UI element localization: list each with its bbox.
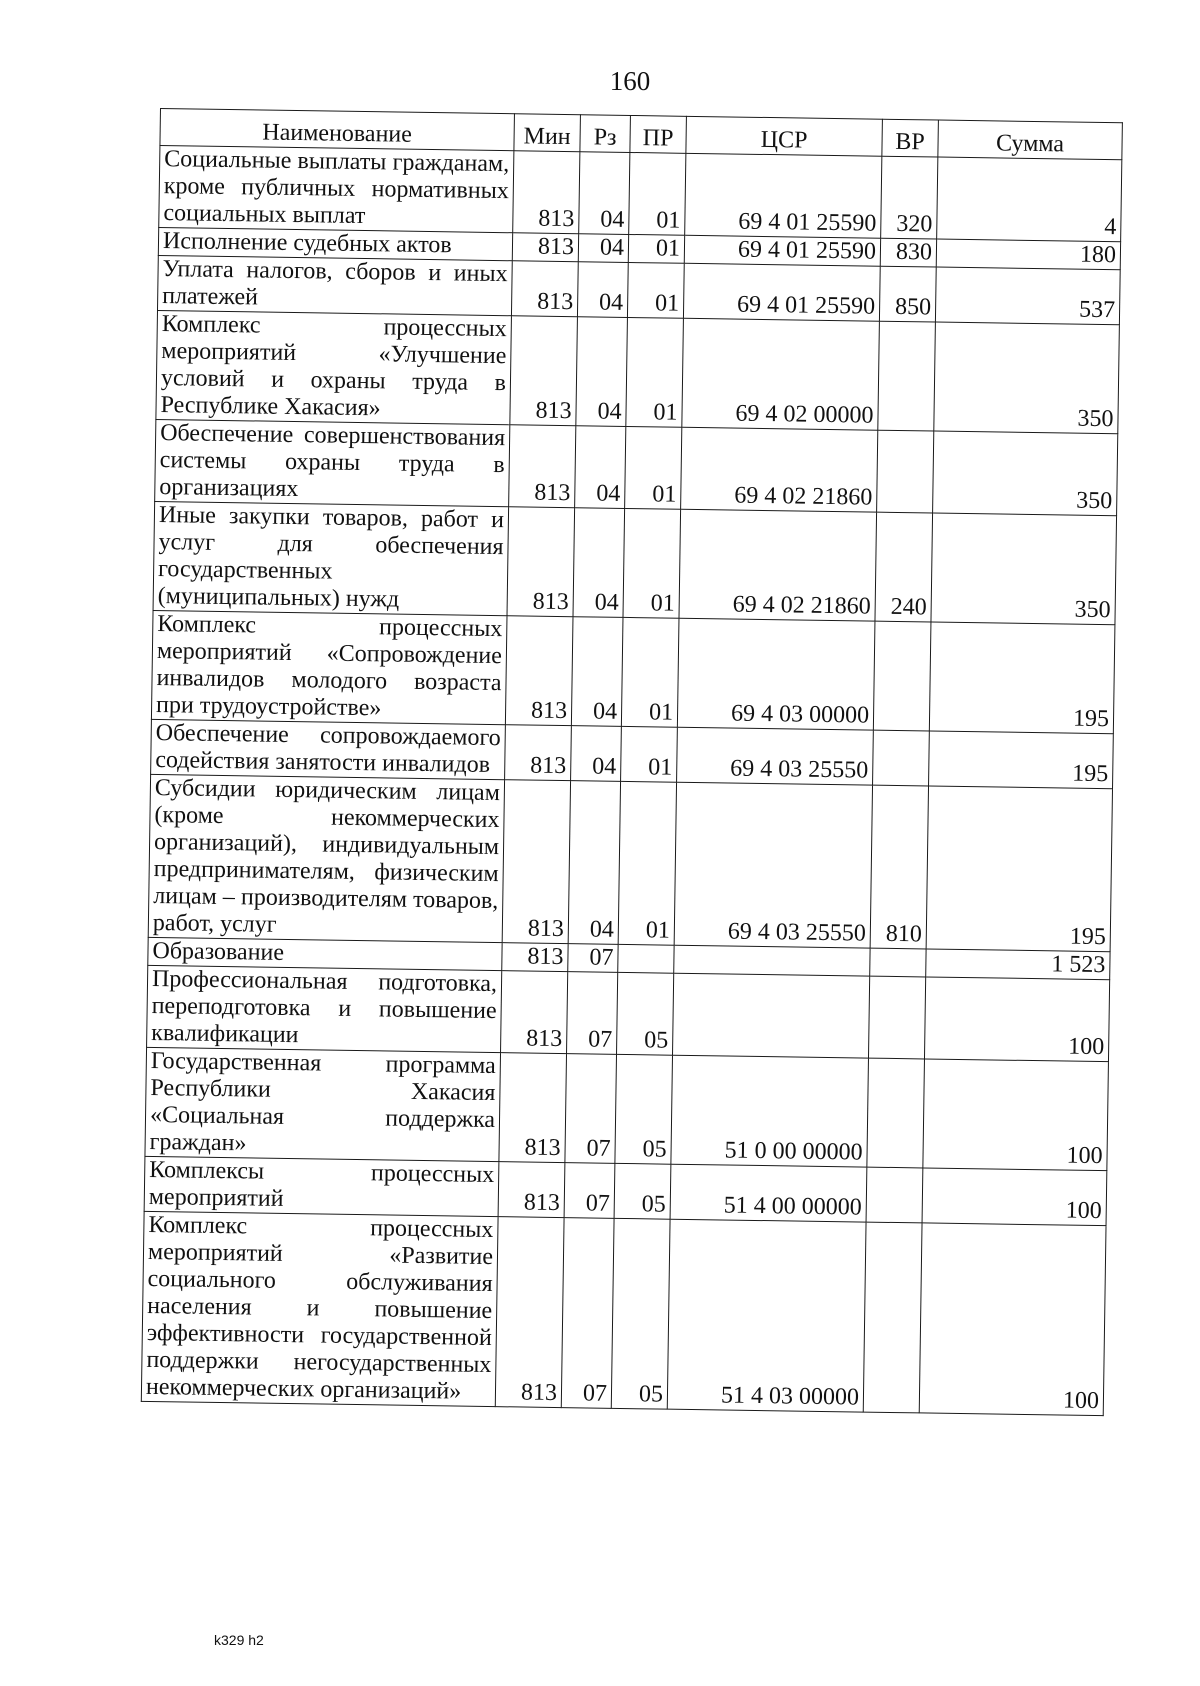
row-name: Обеспечение совершенствования системы охраны труда в организациях [155,419,510,506]
row-vr [868,976,925,1059]
row-min: 813 [507,507,575,617]
row-sum: 100 [924,977,1109,1062]
row-rz: 04 [579,152,630,235]
row-pr: 01 [627,262,684,318]
row-rz: 07 [565,1054,617,1164]
row-min: 813 [512,233,578,262]
row-sum: 100 [923,1059,1109,1171]
row-sum: 350 [933,431,1118,516]
row-rz: 04 [571,726,622,782]
row-name: Комплекс процессных мероприятий «Улучшение условий и охраны труда в Республике Хакасия» [156,310,512,424]
row-sum: 537 [935,267,1120,325]
row-sum: 100 [919,1223,1106,1416]
row-pr: 01 [625,426,682,509]
row-sum: 350 [931,513,1117,625]
row-min: 813 [509,425,576,508]
row-min: 813 [502,943,568,972]
row-sum: 1 523 [926,949,1110,980]
row-csr: 69 4 02 21860 [681,427,878,512]
row-pr: 01 [621,726,678,782]
table-row [141,1211,1106,1415]
col-header-sum: Сумма [938,120,1123,160]
row-vr: 850 [879,266,936,322]
row-min: 813 [502,780,570,944]
row-csr: 51 0 00 00000 [671,1055,869,1167]
row-vr: 830 [880,238,936,267]
col-header-vr: ВР [882,119,939,157]
row-pr: 05 [611,1218,670,1409]
row-csr: 69 4 01 25590 [684,235,880,266]
row-rz: 04 [573,508,625,618]
row-rz: 04 [568,781,620,945]
row-vr [866,1167,923,1223]
row-rz: 07 [568,944,618,973]
col-header-rz: Рз [580,115,631,153]
row-min: 813 [510,316,578,426]
row-vr [863,1222,922,1413]
row-rz: 07 [564,1163,615,1219]
row-rz: 04 [577,262,628,318]
row-min: 813 [505,725,572,781]
table-row [145,1047,1109,1170]
row-name: Профессиональная подготовка, переподготовка и повышение квалификации [147,965,502,1052]
table-row [151,610,1115,733]
row-csr: 69 4 03 00000 [677,618,875,730]
row-vr: 810 [870,785,928,949]
col-header-pr: ПР [630,115,687,153]
row-sum: 4 [937,157,1122,242]
budget-sheet [141,108,1122,1416]
col-header-name: Наименование [160,109,515,151]
row-vr [877,430,934,513]
row-csr [673,973,870,1058]
row-pr: 01 [621,617,679,727]
row-vr [878,321,936,431]
row-name: Социальные выплаты гражданам, кроме публичных нормативных социальных выплат [159,146,514,233]
row-pr: 05 [614,1163,671,1219]
row-pr: 01 [629,152,686,235]
row-name: Обеспечение сопровождаемого содействия занятости инвалидов [151,719,506,779]
table-row [159,146,1122,242]
page-number: 160 [609,66,651,96]
row-pr: 01 [626,317,684,427]
table-row [153,501,1117,624]
budget-table [141,108,1123,1416]
row-sum: 100 [922,1168,1107,1226]
row-min: 813 [499,1053,567,1163]
row-pr: 05 [617,972,674,1055]
table-row [147,965,1110,1061]
row-min: 813 [513,151,580,234]
row-vr: 320 [881,156,938,239]
row-name: Субсидии юридическим лицам (кроме некоммерческих организаций), индивидуальным предпринимателям, физическим лицам – производителям товаров, работ, услуг [148,774,504,942]
row-min: 813 [511,261,578,317]
row-sum: 195 [929,622,1115,734]
row-sum: 180 [936,239,1120,270]
row-name: Комплексы процессных мероприятий [144,1156,499,1216]
row-rz: 04 [575,426,626,509]
row-rz: 04 [571,617,623,727]
row-name: Уплата налогов, сборов и иных платежей [157,255,512,315]
row-vr [873,730,930,786]
row-name: Государственная программа Республики Хакасия «Социальная поддержка граждан» [145,1047,501,1161]
footer-code: k329 h2 [214,1632,264,1648]
row-min: 813 [498,1162,565,1218]
row-pr: 05 [615,1054,673,1164]
table-row [155,419,1118,515]
row-sum: 195 [926,786,1112,952]
row-rz: 04 [576,317,628,427]
col-header-csr: ЦСР [686,116,883,156]
row-rz: 04 [578,234,628,263]
row-pr: 01 [628,234,684,263]
row-csr: 69 4 01 25590 [683,263,880,321]
row-csr: 69 4 03 25550 [674,782,872,948]
row-name: Комплекс процессных мероприятий «Развитие социального обслуживания населения и повышение эффективности государственной поддержки негосударственных некоммерческих организаций» [141,1211,498,1406]
row-min: 813 [495,1217,564,1408]
row-vr [867,1058,925,1168]
row-name: Иные закупки товаров, работ и услуг для обеспечения государственных (муниципальных) нужд [153,501,509,615]
row-pr [618,944,674,973]
row-csr: 69 4 01 25590 [685,153,882,238]
row-pr: 01 [623,508,681,618]
row-rz: 07 [561,1218,614,1409]
row-csr: 69 4 02 21860 [679,509,877,621]
row-name: Исполнение судебных актов [158,227,512,260]
row-min: 813 [501,971,568,1054]
row-csr: 51 4 03 00000 [667,1219,866,1412]
table-row [156,310,1120,433]
row-name: Комплекс процессных мероприятий «Сопровождение инвалидов молодого возраста при трудоустройстве» [151,610,507,724]
row-csr: 69 4 02 00000 [682,318,880,430]
row-csr: 69 4 03 25550 [677,727,874,785]
row-name: Образование [148,937,502,970]
row-pr: 01 [618,781,676,945]
row-csr [674,945,870,976]
row-vr [870,948,926,977]
row-sum: 195 [929,731,1114,789]
table-row [148,774,1112,951]
row-sum: 350 [934,322,1120,434]
row-vr: 240 [875,512,933,622]
row-vr [873,621,931,731]
col-header-min: Мин [514,114,581,152]
row-rz: 07 [567,972,618,1055]
row-csr: 51 4 00 00000 [670,1164,867,1222]
row-min: 813 [505,616,573,726]
